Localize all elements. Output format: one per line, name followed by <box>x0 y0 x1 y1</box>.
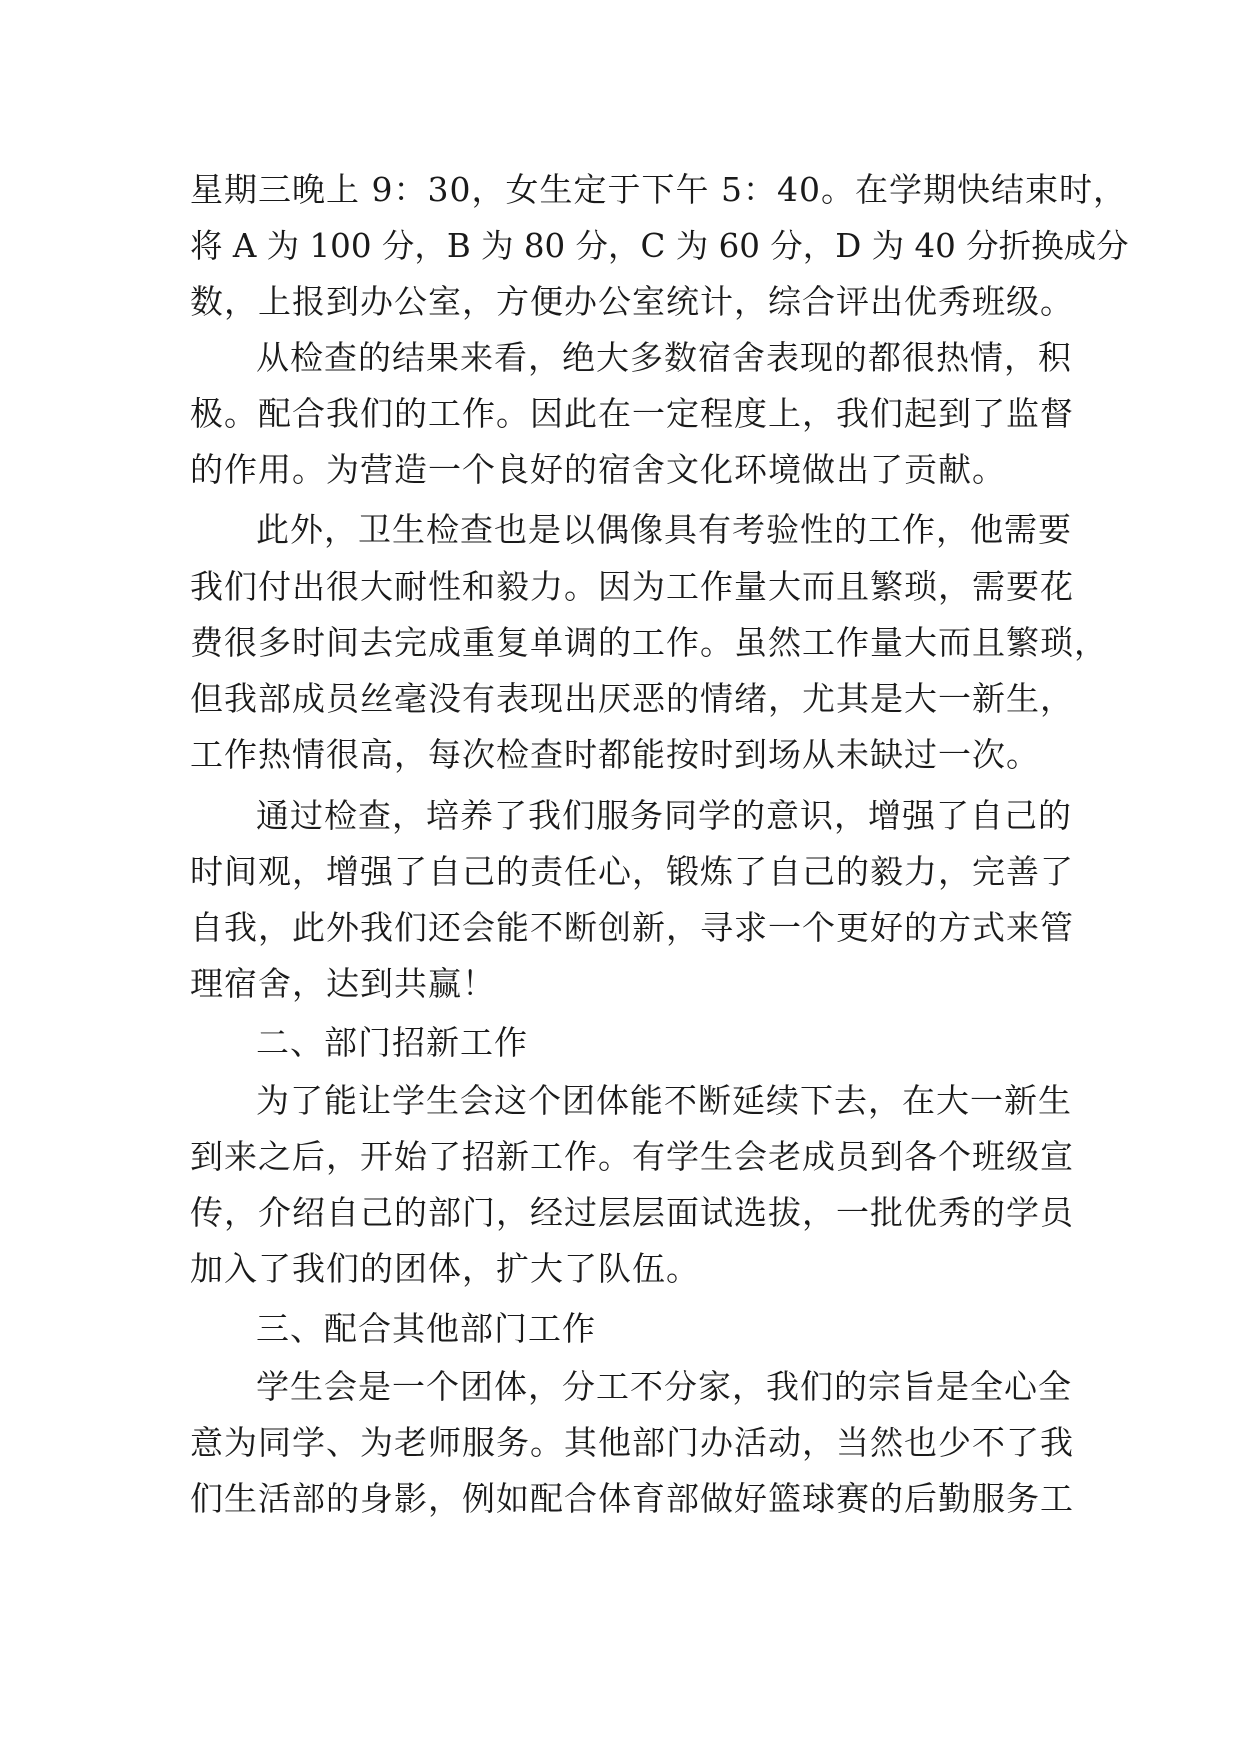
text-line: 费很多时间去完成重复单调的工作。虽然工作量大而且繁琐， <box>190 623 1108 662</box>
text-line: 但我部成员丝毫没有表现出厌恶的情绪，尤其是大一新生， <box>190 679 1074 718</box>
text-line: 自我，此外我们还会能不断创新，寻求一个更好的方式来管 <box>190 908 1074 947</box>
section-heading: 三、配合其他部门工作 <box>256 1309 596 1348</box>
text-line: 的作用。为营造一个良好的宿舍文化环境做出了贡献。 <box>190 450 1006 489</box>
text-line: 我们付出很大耐性和毅力。因为工作量大而且繁琐，需要花 <box>190 567 1074 606</box>
paragraph-first-line: 为了能让学生会这个团体能不断延续下去，在大一新生 <box>256 1081 1072 1120</box>
paragraph-first-line: 学生会是一个团体，分工不分家，我们的宗旨是全心全 <box>256 1367 1072 1406</box>
paragraph-first-line: 此外，卫生检查也是以偶像具有考验性的工作，他需要 <box>256 510 1072 549</box>
text-line: 时间观，增强了自己的责任心，锻炼了自己的毅力，完善了 <box>190 852 1074 891</box>
text-line: 星期三晚上 9：30，女生定于下午 5：40。在学期快结束时， <box>190 170 1127 209</box>
text-line: 到来之后，开始了招新工作。有学生会老成员到各个班级宣 <box>190 1137 1074 1176</box>
paragraph-first-line: 通过检查，培养了我们服务同学的意识，增强了自己的 <box>256 796 1072 835</box>
text-line: 工作热情很高，每次检查时都能按时到场从未缺过一次。 <box>190 735 1040 774</box>
paragraph-first-line: 从检查的结果来看，绝大多数宿舍表现的都很热情，积 <box>256 338 1072 377</box>
text-line: 极。配合我们的工作。因此在一定程度上，我们起到了监督 <box>190 394 1074 433</box>
text-line: 传，介绍自己的部门，经过层层面试选拔，一批优秀的学员 <box>190 1193 1074 1232</box>
text-line: 意为同学、为老师服务。其他部门办活动，当然也少不了我 <box>190 1423 1074 1462</box>
text-line: 加入了我们的团体，扩大了队伍。 <box>190 1249 700 1288</box>
text-line: 将 A 为 100 分，B 为 80 分，C 为 60 分，D 为 40 分折换成分 <box>190 227 1129 265</box>
text-line: 们生活部的身影，例如配合体育部做好篮球赛的后勤服务工 <box>190 1479 1074 1518</box>
text-line: 数，上报到办公室，方便办公室统计，综合评出优秀班级。 <box>190 282 1074 321</box>
text-line: 理宿舍，达到共赢！ <box>190 964 496 1003</box>
section-heading: 二、部门招新工作 <box>256 1023 528 1062</box>
